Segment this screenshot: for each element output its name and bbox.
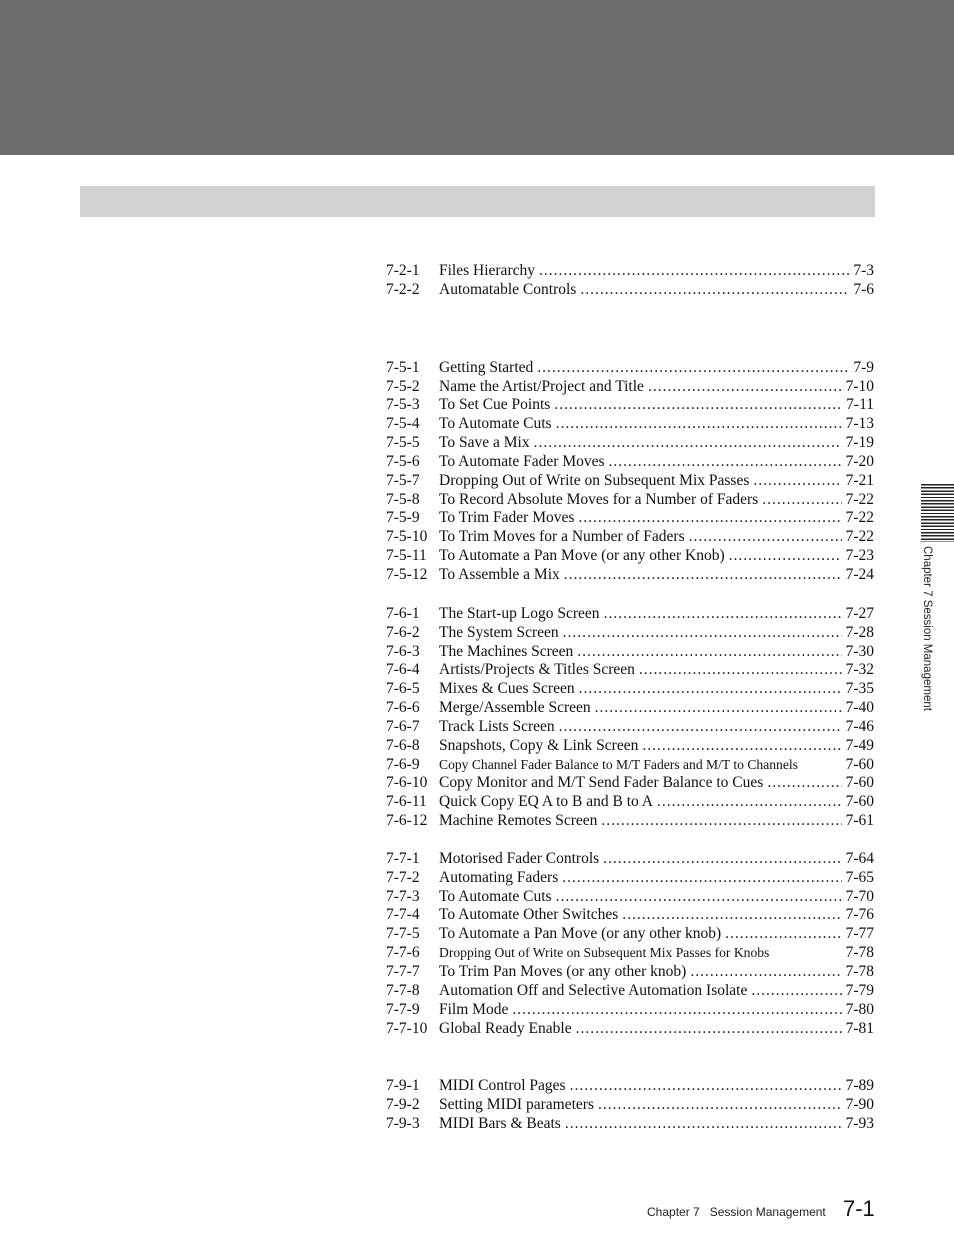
toc-leader-dots <box>556 415 842 434</box>
toc-entry-title: The System Screen <box>439 623 559 641</box>
toc-group <box>386 850 874 1038</box>
toc-entry-number: 7-6-10 <box>386 774 428 792</box>
toc-entry-title: Automatable Controls <box>439 280 577 298</box>
toc-entry-page: 7-80 <box>845 1000 874 1018</box>
toc-entry[interactable] <box>386 605 874 624</box>
toc-entry-title: The Machines Screen <box>439 642 574 660</box>
toc-leader-dots <box>570 1077 842 1096</box>
toc-entry-number: 7-2-1 <box>386 262 420 279</box>
toc-entry[interactable] <box>386 281 874 300</box>
toc-entry-number: 7-7-5 <box>386 925 420 943</box>
toc-leader-dots <box>622 906 841 925</box>
toc-leader-dots <box>762 491 841 510</box>
toc-entry-title: To Trim Pan Moves (or any other knob) <box>439 963 687 980</box>
toc-entry-number: 7-5-3 <box>386 396 420 414</box>
toc-entry[interactable] <box>386 509 874 528</box>
toc-entry-number: 7-7-8 <box>386 981 420 999</box>
footer-page-number: 7-1 <box>843 1196 875 1221</box>
toc-entry[interactable] <box>386 643 874 662</box>
toc-entry-title: Mixes & Cues Screen <box>439 680 575 698</box>
toc-leader-dots <box>537 359 849 378</box>
toc-entry[interactable] <box>386 812 874 831</box>
toc-leader-dots <box>578 509 841 528</box>
toc-entry-number: 7-6-9 <box>386 755 420 773</box>
toc-entry[interactable] <box>386 718 874 737</box>
toc-entry-page: 7-64 <box>845 849 874 867</box>
toc-entry-page: 7-20 <box>845 452 874 470</box>
toc-group <box>386 359 874 585</box>
toc-entry[interactable] <box>386 434 874 453</box>
toc-entry-title: To Trim Moves for a Number of Faders <box>439 528 685 546</box>
toc-entry-page: 7-19 <box>845 434 874 452</box>
toc-entry-title: To Automate Cuts <box>439 415 552 433</box>
toc-entry-title: To Automate Fader Moves <box>439 452 605 470</box>
toc-leader-dots <box>601 812 841 831</box>
toc-entry[interactable] <box>386 793 874 812</box>
toc-leader-dots <box>657 793 842 812</box>
toc-entry-title: Film Mode <box>439 1000 509 1018</box>
toc-entry-title: The Start-up Logo Screen <box>439 604 600 622</box>
toc-group <box>386 1077 874 1134</box>
toc-entry-title: To Automate Cuts <box>439 887 552 905</box>
toc-leader-dots <box>576 1020 842 1039</box>
toc-entry[interactable] <box>386 472 874 491</box>
toc-entry-page: 7-28 <box>845 623 874 641</box>
toc-leader-dots <box>564 566 842 585</box>
toc-entry-title: Setting MIDI parameters <box>439 1096 594 1114</box>
toc-entry-page: 7-22 <box>845 528 874 546</box>
toc-leader-dots <box>534 434 842 453</box>
chapter-title-bar <box>80 186 875 217</box>
toc-entry-number: 7-7-9 <box>386 1000 420 1018</box>
toc-leader-dots <box>729 547 842 566</box>
table-of-contents <box>386 262 874 1134</box>
toc-entry-page: 7-78 <box>845 963 874 980</box>
toc-entry-number: 7-5-11 <box>386 547 427 565</box>
toc-entry-number: 7-6-4 <box>386 661 420 679</box>
toc-entry-title: Name the Artist/Project and Title <box>439 377 644 395</box>
toc-entry-title: Automation Off and Selective Automation Isolate <box>439 981 748 999</box>
toc-entry[interactable] <box>386 982 874 1001</box>
toc-entry-title: MIDI Bars & Beats <box>439 1115 561 1133</box>
toc-leader-dots <box>565 1115 842 1134</box>
toc-entry-number: 7-5-2 <box>386 377 420 395</box>
toc-entry-number: 7-5-9 <box>386 509 420 527</box>
toc-leader-dots <box>767 774 841 793</box>
toc-entry-page: 7-40 <box>845 699 874 717</box>
toc-leader-dots <box>603 850 841 869</box>
toc-entry-page: 7-24 <box>845 565 874 583</box>
toc-entry[interactable] <box>386 737 874 756</box>
toc-entry[interactable] <box>386 661 874 680</box>
toc-entry-title: To Automate a Pan Move (or any other knob) <box>439 925 722 943</box>
toc-leader-dots <box>753 472 841 491</box>
toc-entry-title: To Record Absolute Moves for a Number of Faders <box>439 490 759 508</box>
toc-leader-dots <box>556 888 842 907</box>
toc-entry-number: 7-6-12 <box>386 812 428 830</box>
toc-entry[interactable] <box>386 1077 874 1096</box>
toc-entry[interactable] <box>386 262 874 281</box>
toc-entry-title: Machine Remotes Screen <box>439 812 598 830</box>
toc-entry-page: 7-3 <box>853 262 874 279</box>
toc-entry-page: 7-21 <box>845 471 874 489</box>
toc-entry-number: 7-5-1 <box>386 358 420 376</box>
toc-leader-dots <box>512 1001 841 1020</box>
toc-leader-dots <box>554 396 842 415</box>
toc-entry-number: 7-7-1 <box>386 849 420 867</box>
toc-entry-page: 7-61 <box>845 812 874 830</box>
toc-entry-title: Global Ready Enable <box>439 1019 572 1037</box>
toc-entry-title: Merge/Assemble Screen <box>439 699 591 717</box>
toc-entry-title: To Automate Other Switches <box>439 906 619 924</box>
toc-entry-page: 7-23 <box>845 547 874 565</box>
toc-entry-page: 7-60 <box>845 774 874 792</box>
side-chapter-label: Chapter 7 Session Management <box>921 546 933 711</box>
toc-leader-dots <box>563 624 842 643</box>
toc-entry-number: 7-7-3 <box>386 887 420 905</box>
toc-entry-page: 7-22 <box>845 490 874 508</box>
toc-entry-number: 7-6-3 <box>386 642 420 660</box>
header-band <box>0 0 954 155</box>
toc-entry-number: 7-5-6 <box>386 452 420 470</box>
toc-entry-page: 7-65 <box>845 868 874 886</box>
toc-entry[interactable] <box>386 359 874 378</box>
toc-entry-page: 7-78 <box>845 944 874 962</box>
toc-entry[interactable] <box>386 944 874 963</box>
toc-entry-page: 7-46 <box>845 717 874 735</box>
toc-leader-dots <box>539 262 849 281</box>
toc-leader-dots <box>639 661 842 680</box>
toc-entry[interactable] <box>386 1001 874 1020</box>
toc-entry-number: 7-5-12 <box>386 565 428 583</box>
toc-entry-title: To Automate a Pan Move (or any other Knob) <box>439 547 725 565</box>
toc-entry-page: 7-77 <box>845 925 874 943</box>
toc-entry-number: 7-7-7 <box>386 963 420 980</box>
toc-entry-number: 7-5-10 <box>386 528 428 546</box>
toc-entry-page: 7-70 <box>845 887 874 905</box>
toc-entry-number: 7-2-2 <box>386 280 420 298</box>
toc-leader-dots <box>751 982 841 1001</box>
toc-entry-number: 7-5-7 <box>386 471 420 489</box>
toc-entry[interactable] <box>386 906 874 925</box>
toc-entry-title: Automating Faders <box>439 868 559 886</box>
chapter-thumb-tab <box>921 484 954 542</box>
toc-entry-title: Dropping Out of Write on Subsequent Mix Passes for Knobs <box>439 945 770 961</box>
toc-leader-dots <box>559 718 842 737</box>
toc-entry-title: Dropping Out of Write on Subsequent Mix Passes <box>439 471 750 489</box>
toc-entry-title: MIDI Control Pages <box>439 1077 566 1095</box>
toc-entry-title: Track Lists Screen <box>439 717 555 735</box>
toc-entry-title: Motorised Fader Controls <box>439 849 600 867</box>
toc-entry-page: 7-35 <box>845 680 874 698</box>
toc-entry[interactable] <box>386 528 874 547</box>
toc-entry-number: 7-9-1 <box>386 1077 420 1095</box>
toc-entry-title: Quick Copy EQ A to B and B to A <box>439 793 653 811</box>
toc-leader-dots <box>595 699 842 718</box>
toc-entry-page: 7-30 <box>845 642 874 660</box>
toc-entry-page: 7-60 <box>845 755 874 773</box>
toc-entry-title: Artists/Projects & Titles Screen <box>439 661 635 679</box>
toc-entry-page: 7-79 <box>845 981 874 999</box>
toc-entry-page: 7-13 <box>845 415 874 433</box>
toc-entry[interactable] <box>386 850 874 869</box>
toc-entry-page: 7-89 <box>845 1077 874 1095</box>
toc-leader-dots <box>598 1096 842 1115</box>
toc-entry-number: 7-6-11 <box>386 793 427 811</box>
toc-entry[interactable] <box>386 491 874 510</box>
toc-entry-page: 7-93 <box>845 1115 874 1133</box>
toc-entry[interactable] <box>386 869 874 888</box>
toc-leader-dots <box>579 680 842 699</box>
toc-entry-title: To Save a Mix <box>439 434 530 452</box>
toc-group <box>386 262 874 300</box>
toc-entry-title: To Assemble a Mix <box>439 565 560 583</box>
toc-entry[interactable] <box>386 547 874 566</box>
toc-entry-title: Copy Channel Fader Balance to M/T Faders and M/T to Channels <box>439 756 798 772</box>
toc-group <box>386 605 874 831</box>
toc-leader-dots <box>690 963 841 982</box>
toc-leader-dots <box>642 737 841 756</box>
toc-entry-number: 7-5-8 <box>386 490 420 508</box>
toc-entry[interactable] <box>386 624 874 643</box>
toc-entry-title: Copy Monitor and M/T Send Fader Balance to Cues <box>439 774 764 792</box>
toc-entry-page: 7-81 <box>845 1019 874 1037</box>
toc-entry-number: 7-5-5 <box>386 434 420 452</box>
toc-entry-number: 7-9-2 <box>386 1096 420 1114</box>
toc-entry[interactable] <box>386 756 874 775</box>
toc-entry-number: 7-7-2 <box>386 868 420 886</box>
toc-entry-page: 7-76 <box>845 906 874 924</box>
toc-entry[interactable] <box>386 566 874 585</box>
toc-entry-number: 7-5-4 <box>386 415 420 433</box>
toc-entry-number: 7-7-6 <box>386 944 420 962</box>
toc-entry-title: To Trim Fader Moves <box>439 509 575 527</box>
toc-entry[interactable] <box>386 963 874 982</box>
toc-entry-page: 7-90 <box>845 1096 874 1114</box>
toc-entry-number: 7-6-2 <box>386 623 420 641</box>
toc-entry-page: 7-49 <box>845 736 874 754</box>
toc-entry[interactable] <box>386 415 874 434</box>
toc-entry[interactable] <box>386 1020 874 1039</box>
toc-leader-dots <box>577 643 841 662</box>
toc-leader-dots <box>604 605 842 624</box>
toc-entry-title: Snapshots, Copy & Link Screen <box>439 736 639 754</box>
toc-entry-number: 7-9-3 <box>386 1115 420 1133</box>
toc-entry-page: 7-9 <box>853 358 874 376</box>
toc-entry[interactable] <box>386 1115 874 1134</box>
toc-entry[interactable] <box>386 925 874 944</box>
toc-entry-title: Getting Started <box>439 358 534 376</box>
toc-entry-page: 7-11 <box>846 396 874 414</box>
toc-leader-dots <box>648 378 842 397</box>
toc-entry[interactable] <box>386 453 874 472</box>
toc-leader-dots <box>562 869 841 888</box>
toc-entry-number: 7-7-4 <box>386 906 420 924</box>
toc-entry-page: 7-27 <box>845 604 874 622</box>
toc-entry-number: 7-6-1 <box>386 604 420 622</box>
toc-entry-number: 7-6-5 <box>386 680 420 698</box>
toc-entry-number: 7-6-6 <box>386 699 420 717</box>
toc-entry-page: 7-32 <box>845 661 874 679</box>
toc-entry-page: 7-60 <box>845 793 874 811</box>
toc-entry-number: 7-6-8 <box>386 736 420 754</box>
toc-entry-number: 7-6-7 <box>386 717 420 735</box>
toc-entry[interactable] <box>386 774 874 793</box>
toc-entry[interactable] <box>386 396 874 415</box>
toc-entry-page: 7-6 <box>853 280 874 298</box>
toc-entry-title: Files Hierarchy <box>439 262 535 279</box>
toc-entry[interactable] <box>386 680 874 699</box>
toc-entry[interactable] <box>386 699 874 718</box>
toc-entry[interactable] <box>386 888 874 907</box>
footer-chapter-label: Chapter 7 Session Management <box>647 1205 826 1219</box>
toc-entry-page: 7-22 <box>845 509 874 527</box>
toc-leader-dots <box>580 281 849 300</box>
toc-leader-dots <box>725 925 841 944</box>
toc-entry[interactable] <box>386 1096 874 1115</box>
toc-entry-number: 7-7-10 <box>386 1019 428 1037</box>
toc-leader-dots <box>609 453 842 472</box>
toc-leader-dots <box>689 528 842 547</box>
toc-entry[interactable] <box>386 378 874 397</box>
toc-entry-page: 7-10 <box>845 377 874 395</box>
toc-entry-title: To Set Cue Points <box>439 396 551 414</box>
